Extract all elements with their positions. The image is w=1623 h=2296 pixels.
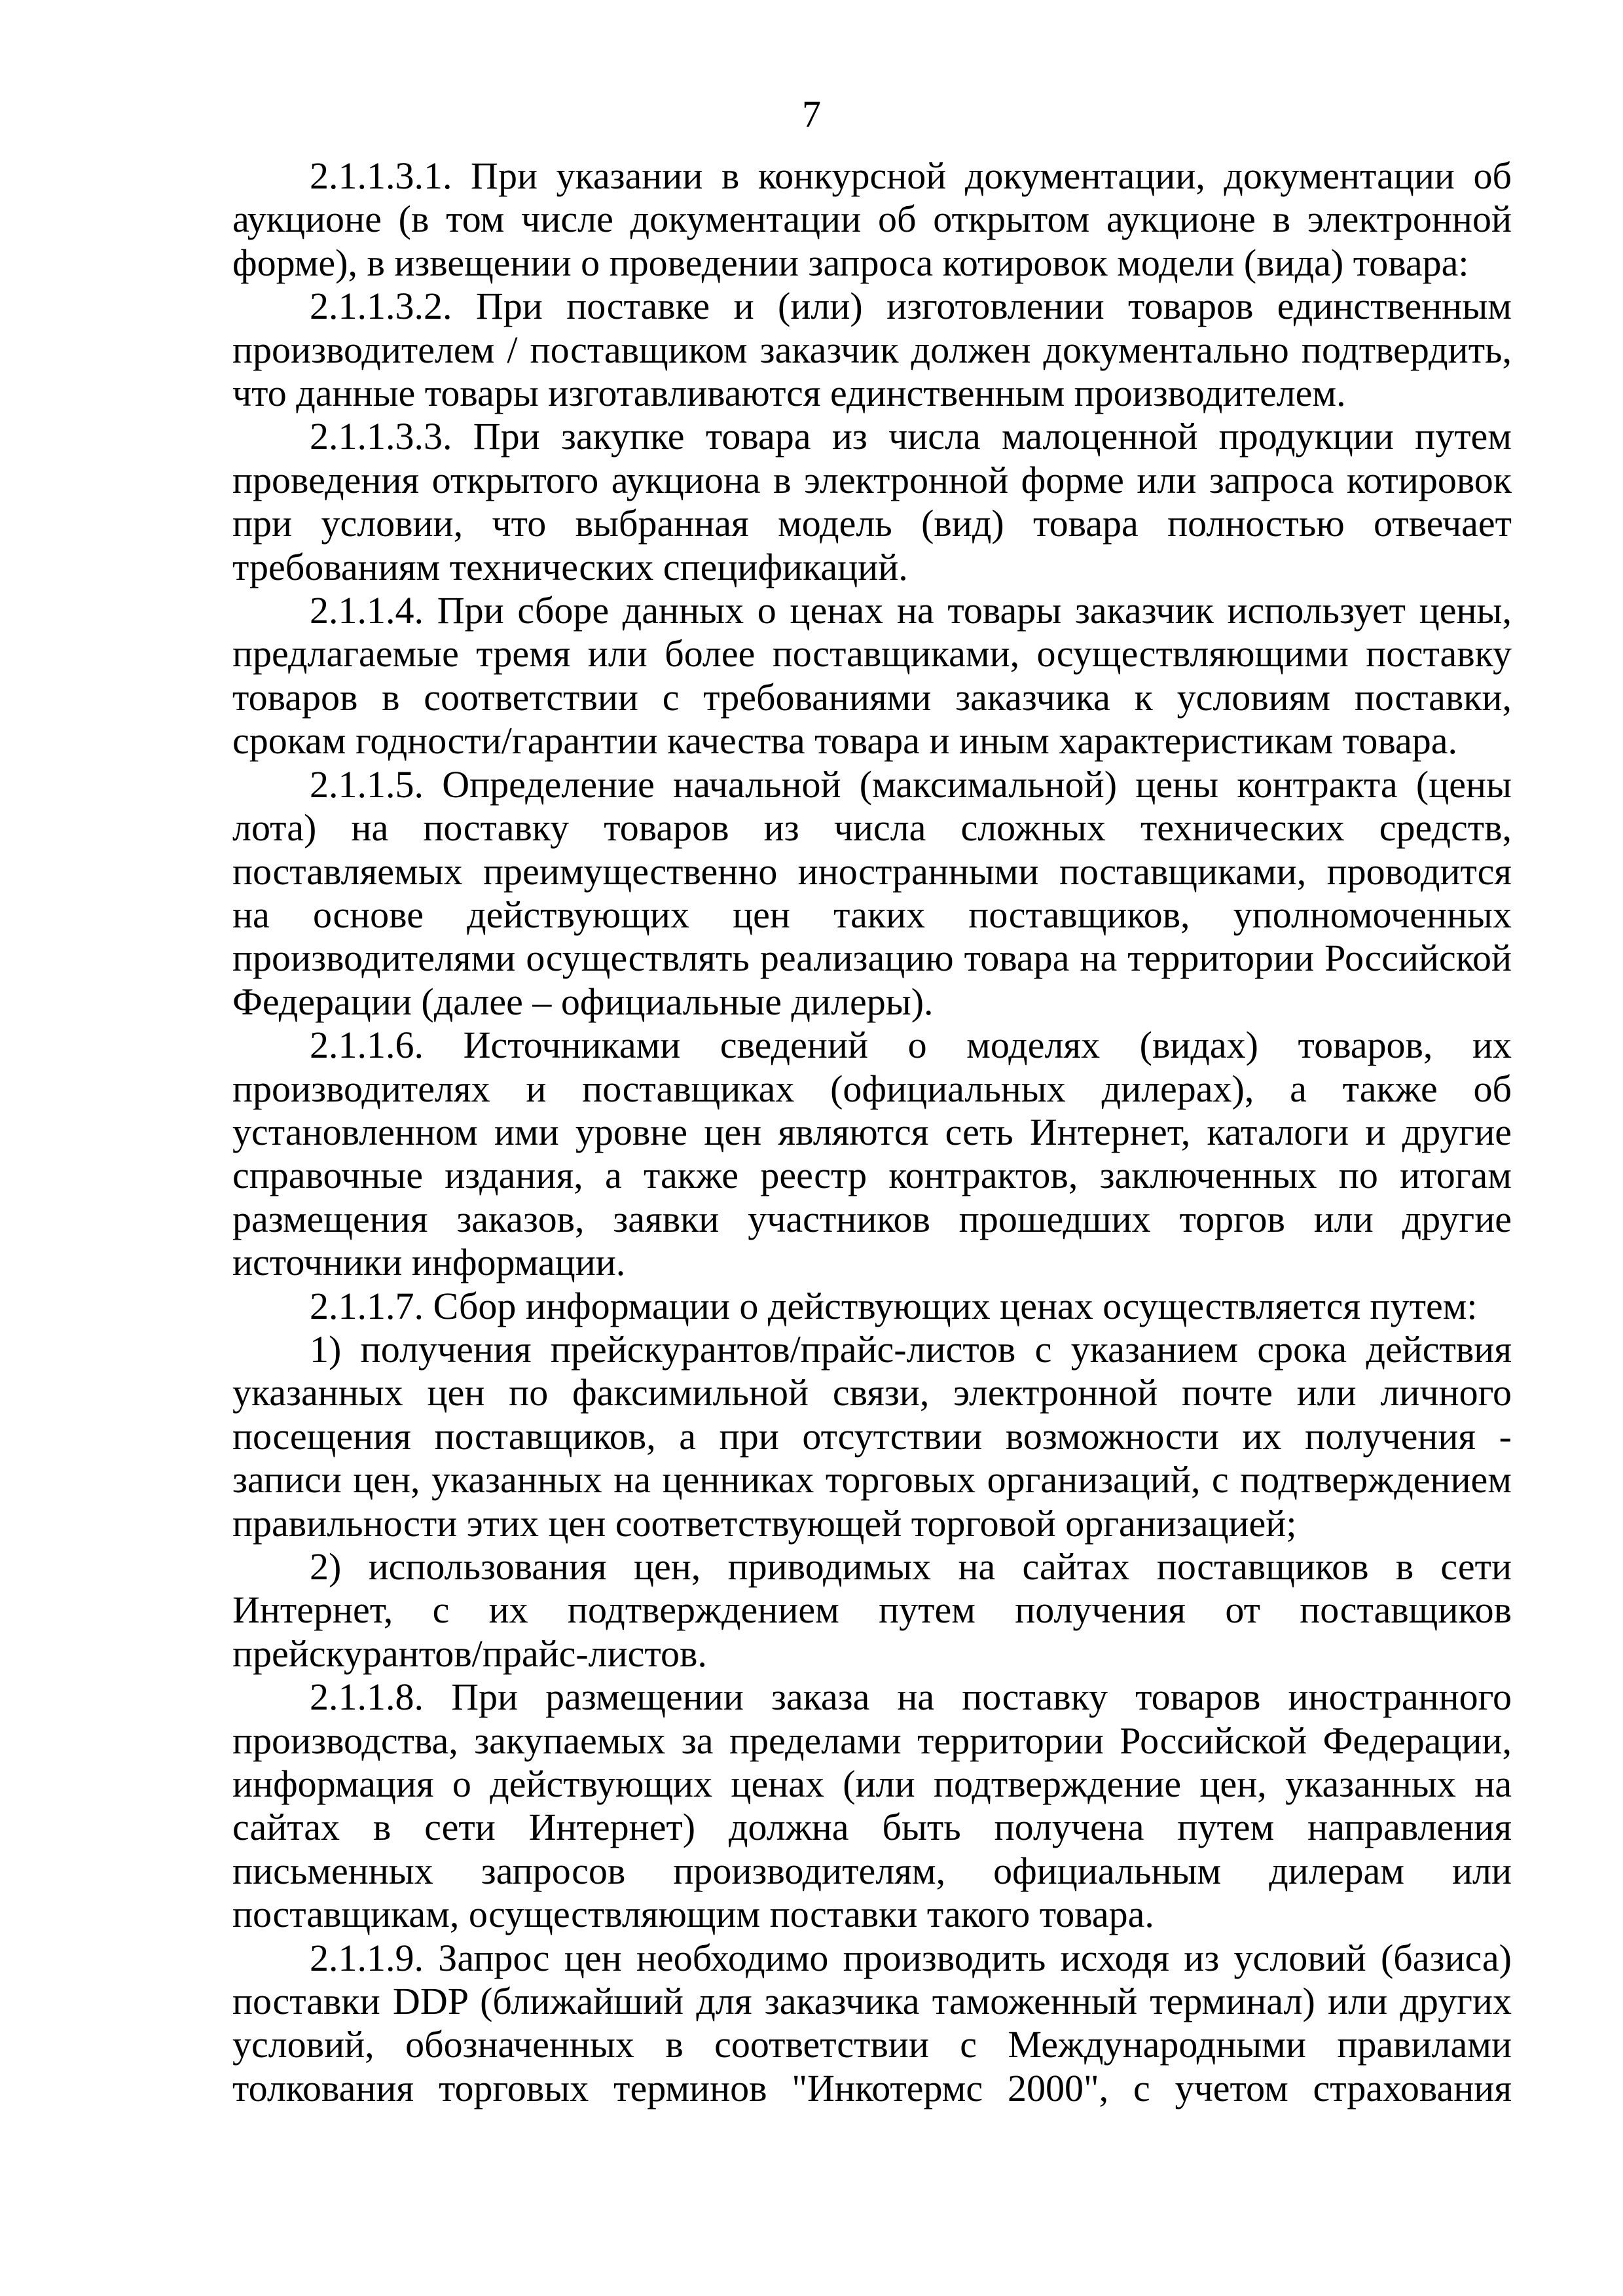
paragraph-2-1-1-3-1: 2.1.1.3.1. При указании в конкурсной документации, документации об аукционе (в том числе документации об открытом аукционе в электронной форме), в извещении о проведении запроса котировок модели (вида) товара:	[232, 154, 1512, 284]
list-item-1: 1) получения прейскурантов/прайс-листов с указанием срока действия указанных цен по факсимильной связи, электронной почте или личного посещения поставщиков, а при отсутствии возможности их получения - записи цен, указанных на ценниках торговых организаций, с подтверждением правильности этих цен соответствующей торговой организацией;	[232, 1327, 1512, 1545]
page-number: 7	[802, 93, 821, 135]
document-body	[232, 154, 1512, 2110]
paragraph-2-1-1-9: 2.1.1.9. Запрос цен необходимо производить исходя из условий (базиса) поставки DDP (ближайший для заказчика таможенный терминал) или других условий, обозначенных в соответствии с Международными правилами толкования торговых терминов "Инкотермс 2000", с учетом страхования	[232, 1936, 1512, 2109]
paragraph-2-1-1-5: 2.1.1.5. Определение начальной (максимальной) цены контракта (цены лота) на поставку товаров из числа сложных технических средств, поставляемых преимущественно иностранными поставщиками, проводится на основе действующих цен таких поставщиков, уполномоченных производителями осуществлять реализацию товара на территории Российской Федерации (далее – официальные дилеры).	[232, 762, 1512, 1023]
paragraph-2-1-1-4: 2.1.1.4. При сборе данных о ценах на товары заказчик использует цены, предлагаемые тремя или более поставщиками, осуществляющими поставку товаров в соответствии с требованиями заказчика к условиям поставки, срокам годности/гарантии качества товара и иным характеристикам товара.	[232, 589, 1512, 762]
paragraph-2-1-1-3-3: 2.1.1.3.3. При закупке товара из числа малоценной продукции путем проведения открытого аукциона в электронной форме или запроса котировок при условии, что выбранная модель (вид) товара полностью отвечает требованиям технических спецификаций.	[232, 415, 1512, 588]
paragraph-2-1-1-7: 2.1.1.7. Сбор информации о действующих ценах осуществляется путем:	[310, 1284, 1478, 1327]
list-item-2: 2) использования цен, приводимых на сайтах поставщиков в сети Интернет, с их подтверждением путем получения от поставщиков прейскурантов/прайс-листов.	[232, 1545, 1512, 1675]
paragraph-2-1-1-3-2: 2.1.1.3.2. При поставке и (или) изготовлении товаров единственным производителем / поставщиком заказчик должен документально подтвердить, что данные товары изготавливаются единственным производителем.	[232, 285, 1512, 415]
paragraph-2-1-1-8: 2.1.1.8. При размещении заказа на поставку товаров иностранного производства, закупаемых за пределами территории Российской Федерации, информация о действующих ценах (или подтверждение цен, указанных на сайтах в сети Интернет) должна быть получена путем направления письменных запросов производителям, официальным дилерам или поставщикам, осуществляющим поставки такого товара.	[232, 1676, 1512, 1936]
paragraph-2-1-1-6: 2.1.1.6. Источниками сведений о моделях (видах) товаров, их производителях и поставщиках (официальных дилерах), а также об установленном ими уровне цен являются сеть Интернет, каталоги и другие справочные издания, а также реестр контрактов, заключенных по итогам размещения заказов, заявки участников прошедших торгов или другие источники информации.	[232, 1024, 1512, 1284]
